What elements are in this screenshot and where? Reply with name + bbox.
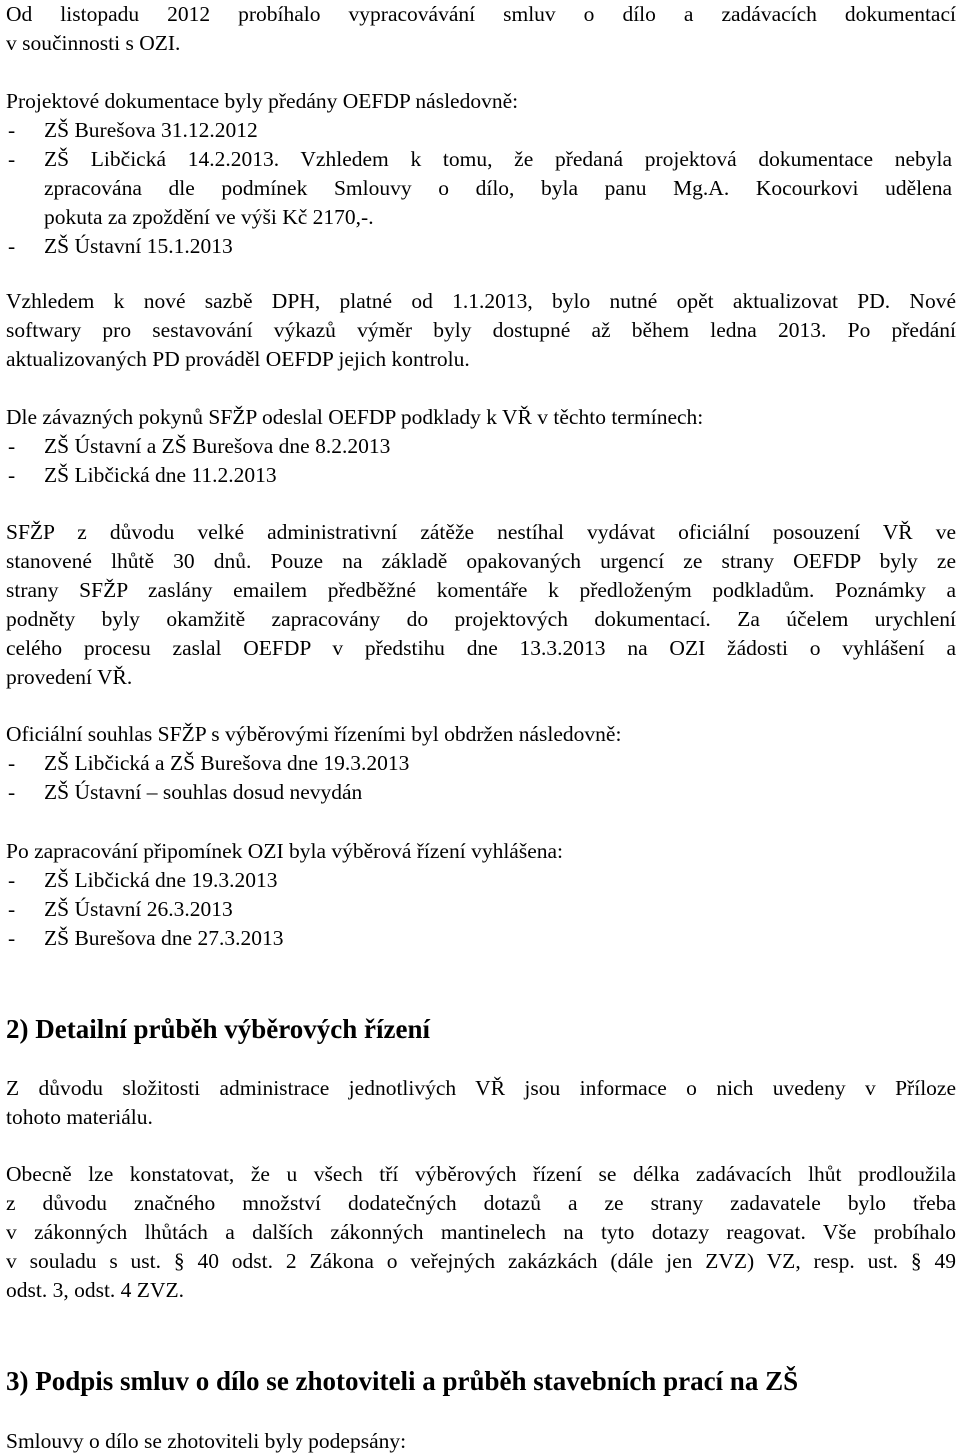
- sfzp-delay-line-3: strany SFŽP zaslány emailem předběžné komentáře k předloženým podkladům. Poznámky a: [6, 578, 956, 602]
- list-item: [6, 432, 956, 461]
- list-item-text: pokuta za zpoždění ve výši Kč 2170,-.: [44, 205, 374, 229]
- list-item: [6, 866, 956, 895]
- sfzp-delay-line-2: stanovené lhůtě 30 dnů. Pouze na základě opakovaných urgencí ze strany OEFDP byly ze: [6, 549, 956, 573]
- list-item-text: ZŠ Libčická dne 19.3.2013: [44, 868, 278, 892]
- list-item-text: ZŠ Libčická a ZŠ Burešova dne 19.3.2013: [44, 751, 410, 775]
- section-2-p2-line-2: z důvodu značného množství dodatečných dotazů a ze strany zadavatele bylo třeba: [6, 1191, 956, 1215]
- list-dash: -: [8, 118, 16, 142]
- list-dash: -: [8, 234, 16, 258]
- vat-line-2: softwary pro sestavování výkazů výměr byly dostupné až během ledna 2013. Po předání: [6, 318, 956, 342]
- list-item: [6, 924, 956, 953]
- list-dash: -: [8, 897, 16, 921]
- list-item-text: ZŠ Ústavní 15.1.2013: [44, 234, 233, 258]
- section-2-p2-line-3: v zákonných lhůtách a dalších zákonných mantinelech na tyto dotazy reagovat. Vše probíhalo: [6, 1220, 956, 1244]
- section-3-p1: Smlouvy o dílo se zhotoviteli byly podepsány:: [6, 1429, 407, 1453]
- approval-list: [6, 749, 956, 807]
- sfzp-delay-line-4: podněty byly okamžitě zapracovány do projektových dokumentací. Za účelem urychlení: [6, 607, 956, 631]
- list-item: [6, 461, 956, 490]
- list-item-continuation: [6, 203, 956, 232]
- section-2-p2-line-4: v souladu s ust. § 40 odst. 2 Zákona o veřejných zakázkách (dále jen ZVZ) VZ, resp. ust. § 49: [6, 1249, 956, 1273]
- list-dash: -: [8, 434, 16, 458]
- list-dash: -: [8, 463, 16, 487]
- sfzp-docs-list: [6, 432, 956, 490]
- list-item-text: ZŠ Ústavní a ZŠ Burešova dne 8.2.2013: [44, 434, 391, 458]
- list-dash: -: [8, 147, 16, 171]
- list-item: [6, 778, 956, 807]
- list-item-text: ZŠ Ústavní – souhlas dosud nevydán: [44, 780, 363, 804]
- sfzp-delay-line-1: SFŽP z důvodu velké administrativní zátěže nestíhal vydávat oficiální posouzení VŘ ve: [6, 520, 956, 544]
- intro-line-2: v součinnosti s OZI.: [6, 31, 181, 55]
- approval-lead: Oficiální souhlas SFŽP s výběrovými řízeními byl obdržen následovně:: [6, 722, 622, 746]
- list-item-text: ZŠ Libčická 14.2.2013. Vzhledem k tomu, že předaná projektová dokumentace nebyla: [44, 147, 952, 171]
- handover-lead: Projektové dokumentace byly předány OEFDP následovně:: [6, 89, 519, 113]
- list-item: [6, 116, 956, 145]
- announce-lead: Po zapracování připomínek OZI byla výběrová řízení vyhlášena:: [6, 839, 564, 863]
- list-item: [6, 895, 956, 924]
- announce-list: [6, 866, 956, 953]
- vat-line-1: Vzhledem k nové sazbě DPH, platné od 1.1.2013, bylo nutné opět aktualizovat PD. Nové: [6, 289, 956, 313]
- list-item-text: ZŠ Burešova dne 27.3.2013: [44, 926, 284, 950]
- list-dash: -: [8, 780, 16, 804]
- list-item-text: ZŠ Libčická dne 11.2.2013: [44, 463, 277, 487]
- intro-line-1: Od listopadu 2012 probíhalo vypracovávání smluv o dílo a zadávacích dokumentací: [6, 2, 956, 26]
- list-item: [6, 749, 956, 778]
- list-item-continuation: [6, 174, 956, 203]
- section-2-p2-line-1: Obecně lze konstatovat, že u všech tří výběrových řízení se délka zadávacích lhůt prodloužila: [6, 1162, 956, 1186]
- list-item: [6, 145, 956, 174]
- section-2-p2-line-5: odst. 3, odst. 4 ZVZ.: [6, 1278, 184, 1302]
- section-2-p1-line-2: tohoto materiálu.: [6, 1105, 153, 1129]
- section-3-heading: 3) Podpis smluv o dílo se zhotoviteli a průběh stavebních prací na ZŠ: [6, 1366, 799, 1396]
- list-item-text: ZŠ Burešova 31.12.2012: [44, 118, 258, 142]
- list-dash: -: [8, 926, 16, 950]
- list-item-text: ZŠ Ústavní 26.3.2013: [44, 897, 233, 921]
- section-2-heading: 2) Detailní průběh výběrových řízení: [6, 1014, 430, 1044]
- sfzp-delay-line-6: provedení VŘ.: [6, 665, 133, 689]
- list-item-text: zpracována dle podmínek Smlouvy o dílo, byla panu Mg.A. Kocourkovi udělena: [44, 176, 952, 200]
- list-dash: -: [8, 868, 16, 892]
- sfzp-delay-line-5: celého procesu zaslal OEFDP v předstihu dne 13.3.2013 na OZI žádosti o vyhlášení a: [6, 636, 956, 660]
- handover-list: [6, 116, 956, 261]
- vat-line-3: aktualizovaných PD prováděl OEFDP jejich kontrolu.: [6, 347, 470, 371]
- sfzp-docs-lead: Dle závazných pokynů SFŽP odeslal OEFDP podklady k VŘ v těchto termínech:: [6, 405, 704, 429]
- section-2-p1-line-1: Z důvodu složitosti administrace jednotlivých VŘ jsou informace o nich uvedeny v Příloze: [6, 1076, 956, 1100]
- list-dash: -: [8, 751, 16, 775]
- list-item: [6, 232, 956, 261]
